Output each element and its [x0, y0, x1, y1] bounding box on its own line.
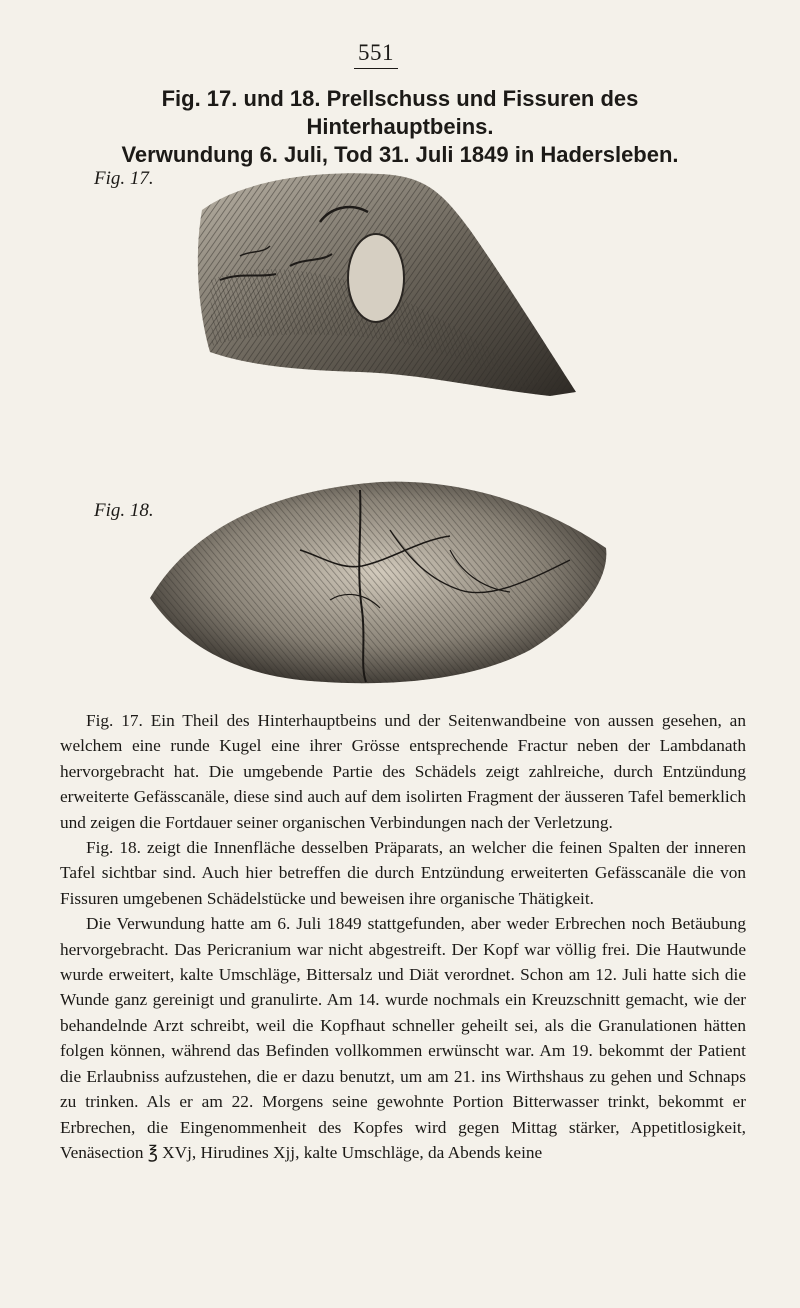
figure-18-label: Fig. 18. — [94, 500, 154, 521]
heading-line-1: Fig. 17. und 18. Prellschuss und Fissuren des Hinterhauptbeins. — [161, 86, 639, 139]
page-number: 551 — [354, 40, 398, 69]
figure-18-illustration — [130, 470, 630, 690]
paragraph-fig17: Fig. 17. Ein Theil des Hinterhauptbeins und der Seitenwandbeine von aussen gesehen, an welchem eine runde Kugel eine ihrer Grösse entsprechende Fractur neben der Lambdanath hervorgebracht hat. Die umgebende Partie des Schädels zeigt zahlreiche, durch Entzündung erweiterte Gefässcanäle, diese sind auch auf dem isolirten Fragment der äusseren Tafel bemerklich und zeigen die Fortdauer seiner organischen Verbindungen nach der Verletzung. — [60, 711, 746, 832]
figure-17-label: Fig. 17. — [94, 168, 154, 189]
paragraph-case-history: Die Verwundung hatte am 6. Juli 1849 stattgefunden, aber weder Erbrechen noch Betäubung hervorgebracht. Das Pericranium war nicht abgestreift. Der Kopf war völlig frei. Die Hautwunde wurde erweitert, kalte Umschläge, Bittersalz und Diät verordnet. Schon am 12. Juli hatte sich die Wunde ganz gereinigt und granulirte. Am 14. wurde nochmals ein Kreuzschnitt gemacht, wie der behandelnde Arzt schreibt, weil die Kopfhaut schneller geheilt sei, als die Granulationen hätten folgen können, während das Befinden vollkommen erwünscht war. Am 19. bekommt der Patient die Erlaubniss aufzustehen, die er dazu benutzt, um am 21. ins Wirthshaus zu gehen und Schnaps zu trinken. Als er am 22. Morgens seine gewohnte Portion Bitterwasser trinkt, bekommt er Erbrechen, die Eingenommenheit des Kopfes wird gegen Mittag stärker, Appetitlosigkeit, Venäsection ℥ XVj, Hirudines Xjj, kalte Umschläge, da Abends keine — [60, 914, 746, 1162]
body-text — [60, 708, 746, 1165]
heading-line-2: Verwundung 6. Juli, Tod 31. Juli 1849 in Hadersleben. — [121, 142, 679, 167]
page-heading — [70, 85, 730, 169]
figure-17-illustration — [180, 160, 600, 400]
bullet-fracture — [348, 234, 404, 322]
paragraph-fig18: Fig. 18. zeigt die Innenfläche desselben Präparats, an welcher die feinen Spalten der inneren Tafel sichtbar sind. Auch hier betreffen die durch Entzündung erweiterten Gefässcanäle die von Fissuren umgebenen Schädelstücke und beweisen ihre organische Thätigkeit. — [60, 838, 746, 908]
